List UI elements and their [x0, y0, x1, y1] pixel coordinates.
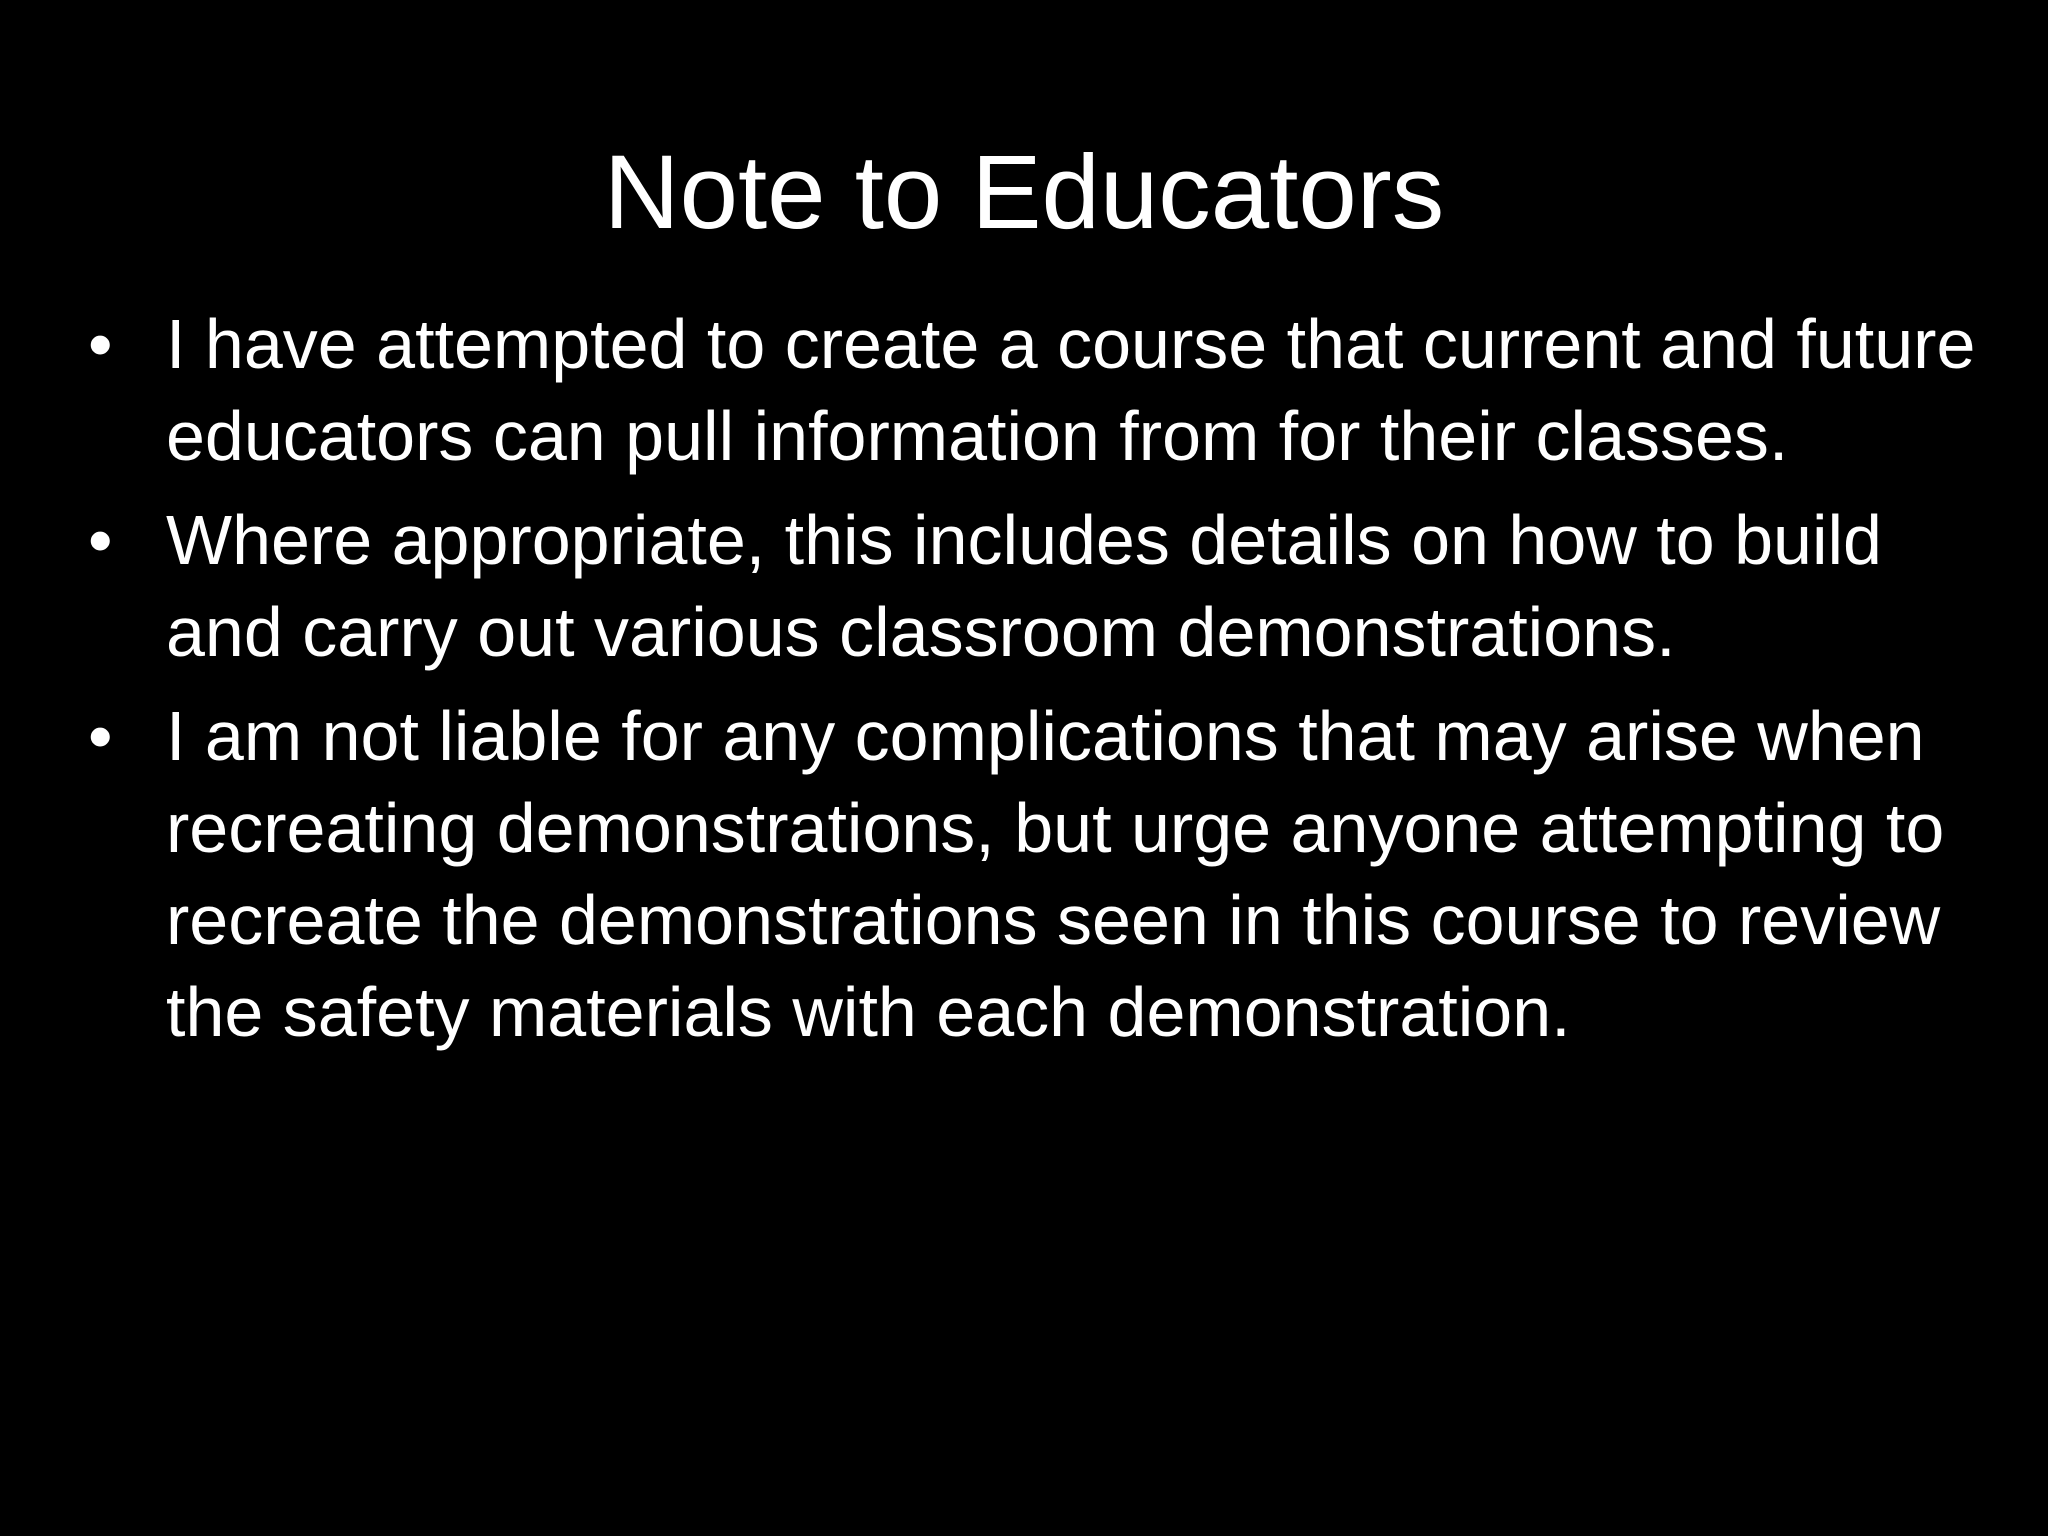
bullet-text: Where appropriate, this includes details on how to build and carry out various classroom demonstrations. — [166, 501, 1882, 671]
bullet-dot-icon: • — [88, 697, 113, 775]
bullet-text: I am not liable for any complications that may arise when recreating demonstrations, but urge anyone attempting to recreate the demonstrations seen in this course to review the safety materials with each demonstration. — [166, 697, 1945, 1051]
bullet-item — [86, 690, 1986, 1058]
bullet-dot-icon: • — [88, 305, 113, 383]
bullet-dot-icon: • — [88, 501, 113, 579]
bullet-item — [86, 494, 1986, 678]
bullet-list — [86, 298, 1986, 1070]
bullet-item — [86, 298, 1986, 482]
bullet-text: I have attempted to create a course that current and future educators can pull information from for their classes. — [166, 305, 1976, 475]
slide-title: Note to Educators — [603, 134, 1445, 251]
